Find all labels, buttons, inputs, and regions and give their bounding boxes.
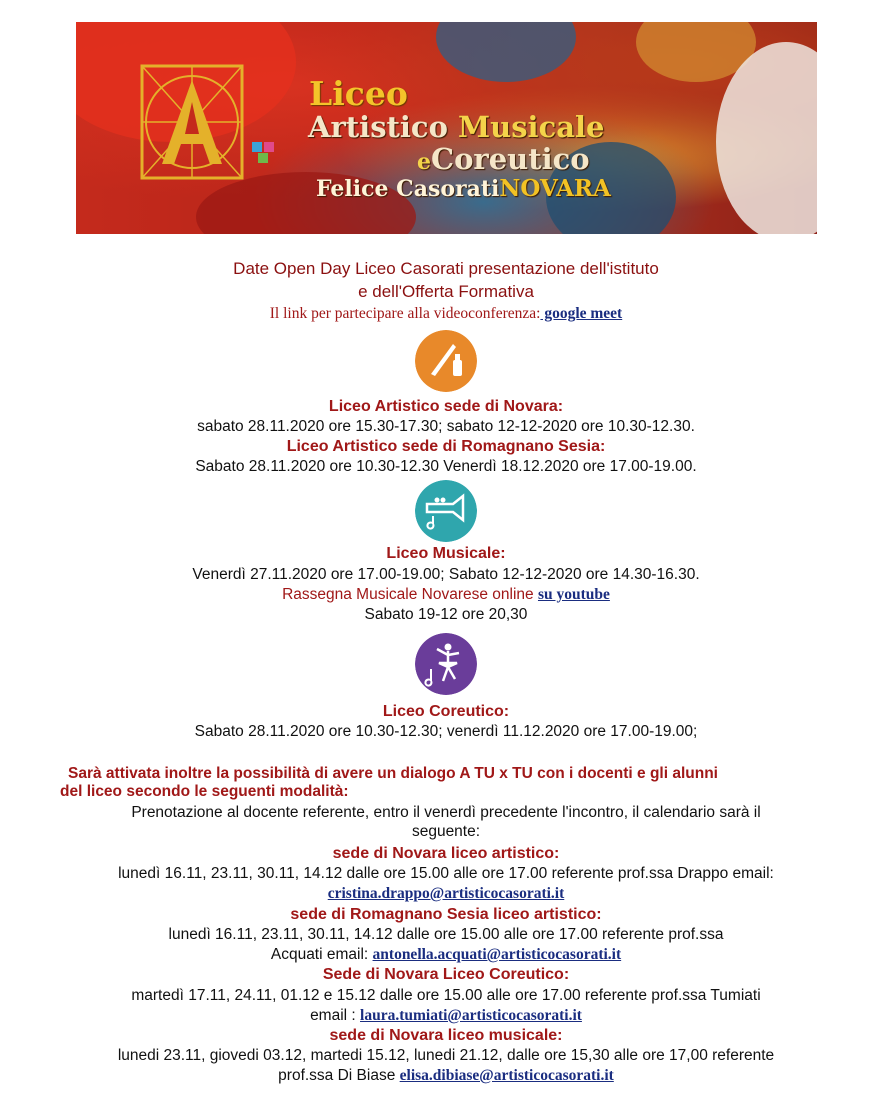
artistico-novara-title: Liceo Artistico sede di Novara: <box>328 398 564 415</box>
palette-brush-icon <box>415 330 477 392</box>
dibiase-email-link[interactable]: elisa.dibiase@artisticocasorati.it <box>399 1067 614 1084</box>
ballerina-icon <box>415 633 477 695</box>
sede3-title: Sede di Novara Liceo Coreutico: <box>322 966 570 983</box>
sede1-title: sede di Novara liceo artistico: <box>332 845 560 862</box>
dialogo-intro-line2: del liceo secondo le seguenti modalità: <box>60 783 349 800</box>
sede1-line1: lunedì 16.11, 23.11, 30.11, 14.12 dalle ore 15.00 alle ore 17.00 referente prof.ssa Drappo email: <box>118 865 774 882</box>
meet-link-line: Il link per partecipare alla videoconferenza: google meet <box>269 305 623 322</box>
artistico-novara-dates: sabato 28.11.2020 ore 15.30-17.30; sabato 12-12-2020 ore 10.30-12.30. <box>197 418 695 435</box>
prenotazione-line1: Prenotazione al docente referente, entro il venerdì precedente l'incontro, il calendario sarà il <box>131 804 761 821</box>
coreutico-dates: Sabato 28.11.2020 ore 10.30-12.30; venerdì 11.12.2020 ore 17.00-19.00; <box>194 723 698 740</box>
sede4-title: sede di Novara liceo musicale: <box>329 1027 563 1044</box>
musicale-dates: Venerdì 27.11.2020 ore 17.00-19.00; Sabato 12-12-2020 ore 14.30-16.30. <box>192 566 700 583</box>
sede3-email-line: email : laura.tumiati@artisticocasorati.it <box>310 1007 582 1024</box>
rassegna-line: Rassegna Musicale Novarese online su youtube <box>282 586 610 603</box>
dialogo-intro-line1: Sarà attivata inoltre la possibilità di avere un dialogo A TU x TU con i docenti e gli alunni <box>68 765 718 782</box>
youtube-link[interactable]: su youtube <box>537 586 610 603</box>
coreutico-title: Liceo Coreutico: <box>382 703 510 720</box>
musicale-title: Liceo Musicale: <box>386 545 506 562</box>
rassegna-date: Sabato 19-12 ore 20,30 <box>364 606 528 623</box>
drappo-email-link[interactable]: cristina.drappo@artisticocasorati.it <box>327 885 565 902</box>
banner-image <box>76 22 817 234</box>
banner-title-line2: Artistico Musicale <box>308 110 605 144</box>
sede2-line1: lunedì 16.11, 23.11, 30.11, 14.12 dalle ore 15.00 alle ore 17.00 referente prof.ssa <box>168 926 724 943</box>
banner-title-liceo: Liceo <box>309 74 408 113</box>
artistico-romagnano-title: Liceo Artistico sede di Romagnano Sesia: <box>286 438 606 455</box>
google-meet-link[interactable]: google meet <box>540 305 623 322</box>
sede1-email-line <box>0 885 892 903</box>
header-line2: e dell'Offerta Formativa <box>358 282 534 301</box>
sede3-line1: martedì 17.11, 24.11, 01.12 e 15.12 dalle ore 15.00 alle ore 17.00 referente prof.ssa Tumiati <box>131 987 761 1004</box>
trumpet-icon <box>415 480 477 542</box>
banner-title-line4: Felice CasoratiNOVARA <box>316 175 611 202</box>
sede4-line1: lunedi 23.11, giovedi 03.12, martedi 15.12, lunedi 21.12, dalle ore 15,30 alle ore 17,00 referente <box>117 1047 775 1064</box>
sede4-email-line: prof.ssa Di Biase elisa.dibiase@artisticocasorati.it <box>278 1067 614 1084</box>
sede2-email-line: Acquati email: antonella.acquati@artisticocasorati.it <box>270 946 622 963</box>
acquati-email-link[interactable]: antonella.acquati@artisticocasorati.it <box>372 946 622 963</box>
header-line1: Date Open Day Liceo Casorati presentazione dell'istituto <box>233 259 659 278</box>
tumiati-email-link[interactable]: laura.tumiati@artisticocasorati.it <box>360 1007 582 1024</box>
sede2-title: sede di Romagnano Sesia liceo artistico: <box>290 906 602 923</box>
school-logo-icon <box>138 60 298 210</box>
prenotazione-line2: seguente: <box>411 823 481 840</box>
artistico-romagnano-dates: Sabato 28.11.2020 ore 10.30-12.30 Venerdì 18.12.2020 ore 17.00-19.00. <box>195 458 697 475</box>
banner-title-line3: eCoreutico <box>417 142 590 176</box>
